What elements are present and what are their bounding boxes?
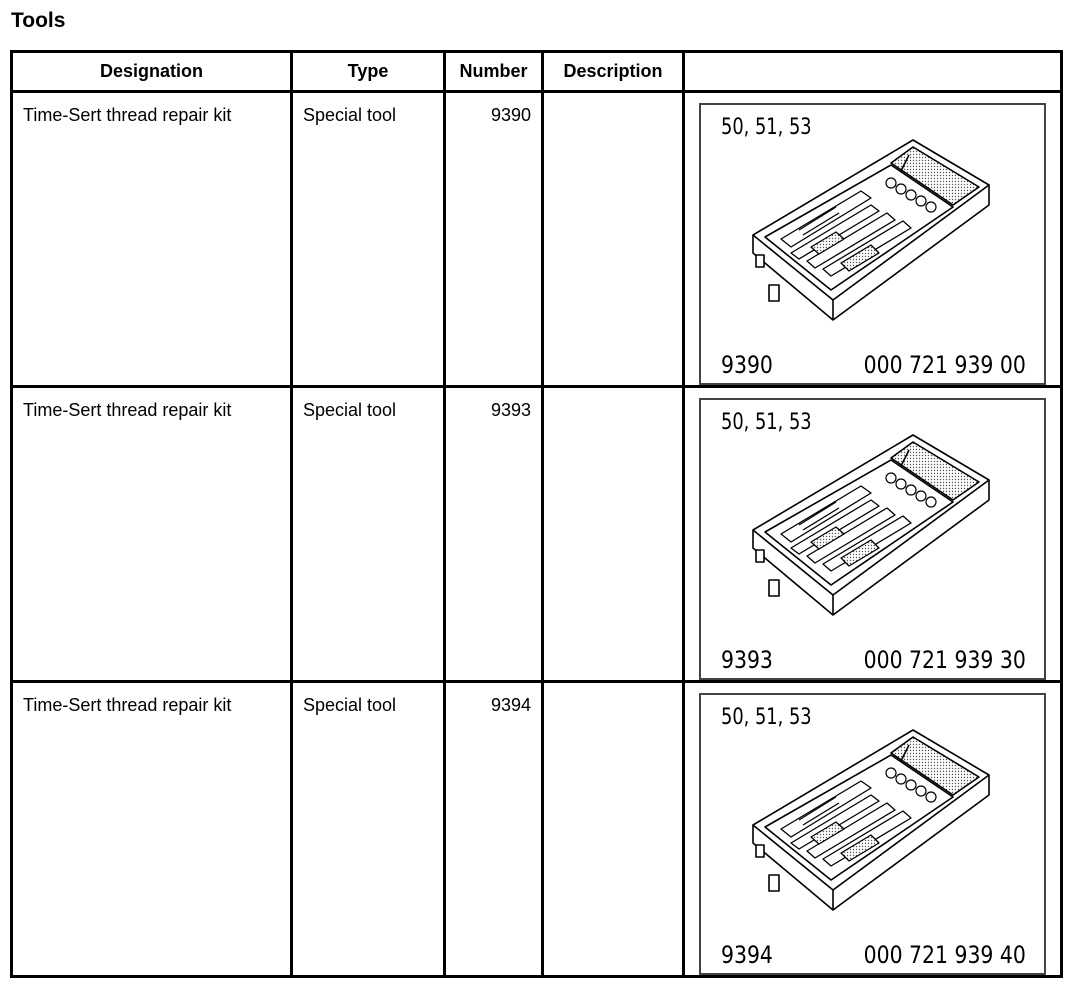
designation-text: Time-Sert thread repair kit xyxy=(23,695,232,715)
table-row xyxy=(12,682,1062,977)
table-row xyxy=(12,387,1062,682)
illustration-part-number: 000 721 939 40 xyxy=(863,941,1026,969)
type-text: Special tool xyxy=(303,695,397,715)
number-text: 9394 xyxy=(490,695,531,715)
number-text: 9393 xyxy=(490,400,531,420)
thread-repair-kit-case-icon xyxy=(741,430,1001,635)
column-header-designation: Designation xyxy=(12,52,292,92)
image-cell xyxy=(684,387,1062,682)
illustration-part-number: 000 721 939 00 xyxy=(863,351,1026,379)
designation-cell xyxy=(12,682,292,977)
illustration-tool-number: 9393 xyxy=(721,646,773,674)
type-cell xyxy=(292,682,445,977)
column-header-number: Number xyxy=(445,52,543,92)
designation-text: Time-Sert thread repair kit xyxy=(23,400,232,420)
table-row xyxy=(12,92,1062,387)
illustration-refs: 50, 51, 53 xyxy=(721,410,812,435)
description-text xyxy=(544,93,682,105)
tool-illustration xyxy=(699,103,1046,385)
type-cell xyxy=(292,387,445,682)
tool-illustration xyxy=(699,693,1046,975)
thread-repair-kit-case-icon xyxy=(741,135,1001,340)
designation-cell xyxy=(12,387,292,682)
type-cell xyxy=(292,92,445,387)
tool-illustration xyxy=(699,398,1046,680)
illustration-part-number: 000 721 939 30 xyxy=(863,646,1026,674)
type-text: Special tool xyxy=(303,400,397,420)
description-text xyxy=(544,388,682,400)
column-header-type: Type xyxy=(292,52,445,92)
illustration-tool-number: 9394 xyxy=(721,941,773,969)
illustration-refs: 50, 51, 53 xyxy=(721,115,812,140)
description-cell xyxy=(543,682,684,977)
designation-cell xyxy=(12,92,292,387)
tools-table xyxy=(10,50,1063,978)
page-title: Tools xyxy=(11,9,66,32)
thread-repair-kit-case-icon xyxy=(741,725,1001,930)
number-cell xyxy=(445,92,543,387)
description-cell xyxy=(543,387,684,682)
image-cell xyxy=(684,92,1062,387)
description-text xyxy=(544,683,682,695)
image-cell xyxy=(684,682,1062,977)
table-header-row xyxy=(12,52,1062,92)
illustration-refs: 50, 51, 53 xyxy=(721,705,812,730)
number-text: 9390 xyxy=(490,105,531,125)
designation-text: Time-Sert thread repair kit xyxy=(23,105,232,125)
column-header-image xyxy=(684,52,1062,92)
description-cell xyxy=(543,92,684,387)
number-cell xyxy=(445,682,543,977)
type-text: Special tool xyxy=(303,105,397,125)
number-cell xyxy=(445,387,543,682)
illustration-tool-number: 9390 xyxy=(721,351,773,379)
column-header-description: Description xyxy=(543,52,684,92)
